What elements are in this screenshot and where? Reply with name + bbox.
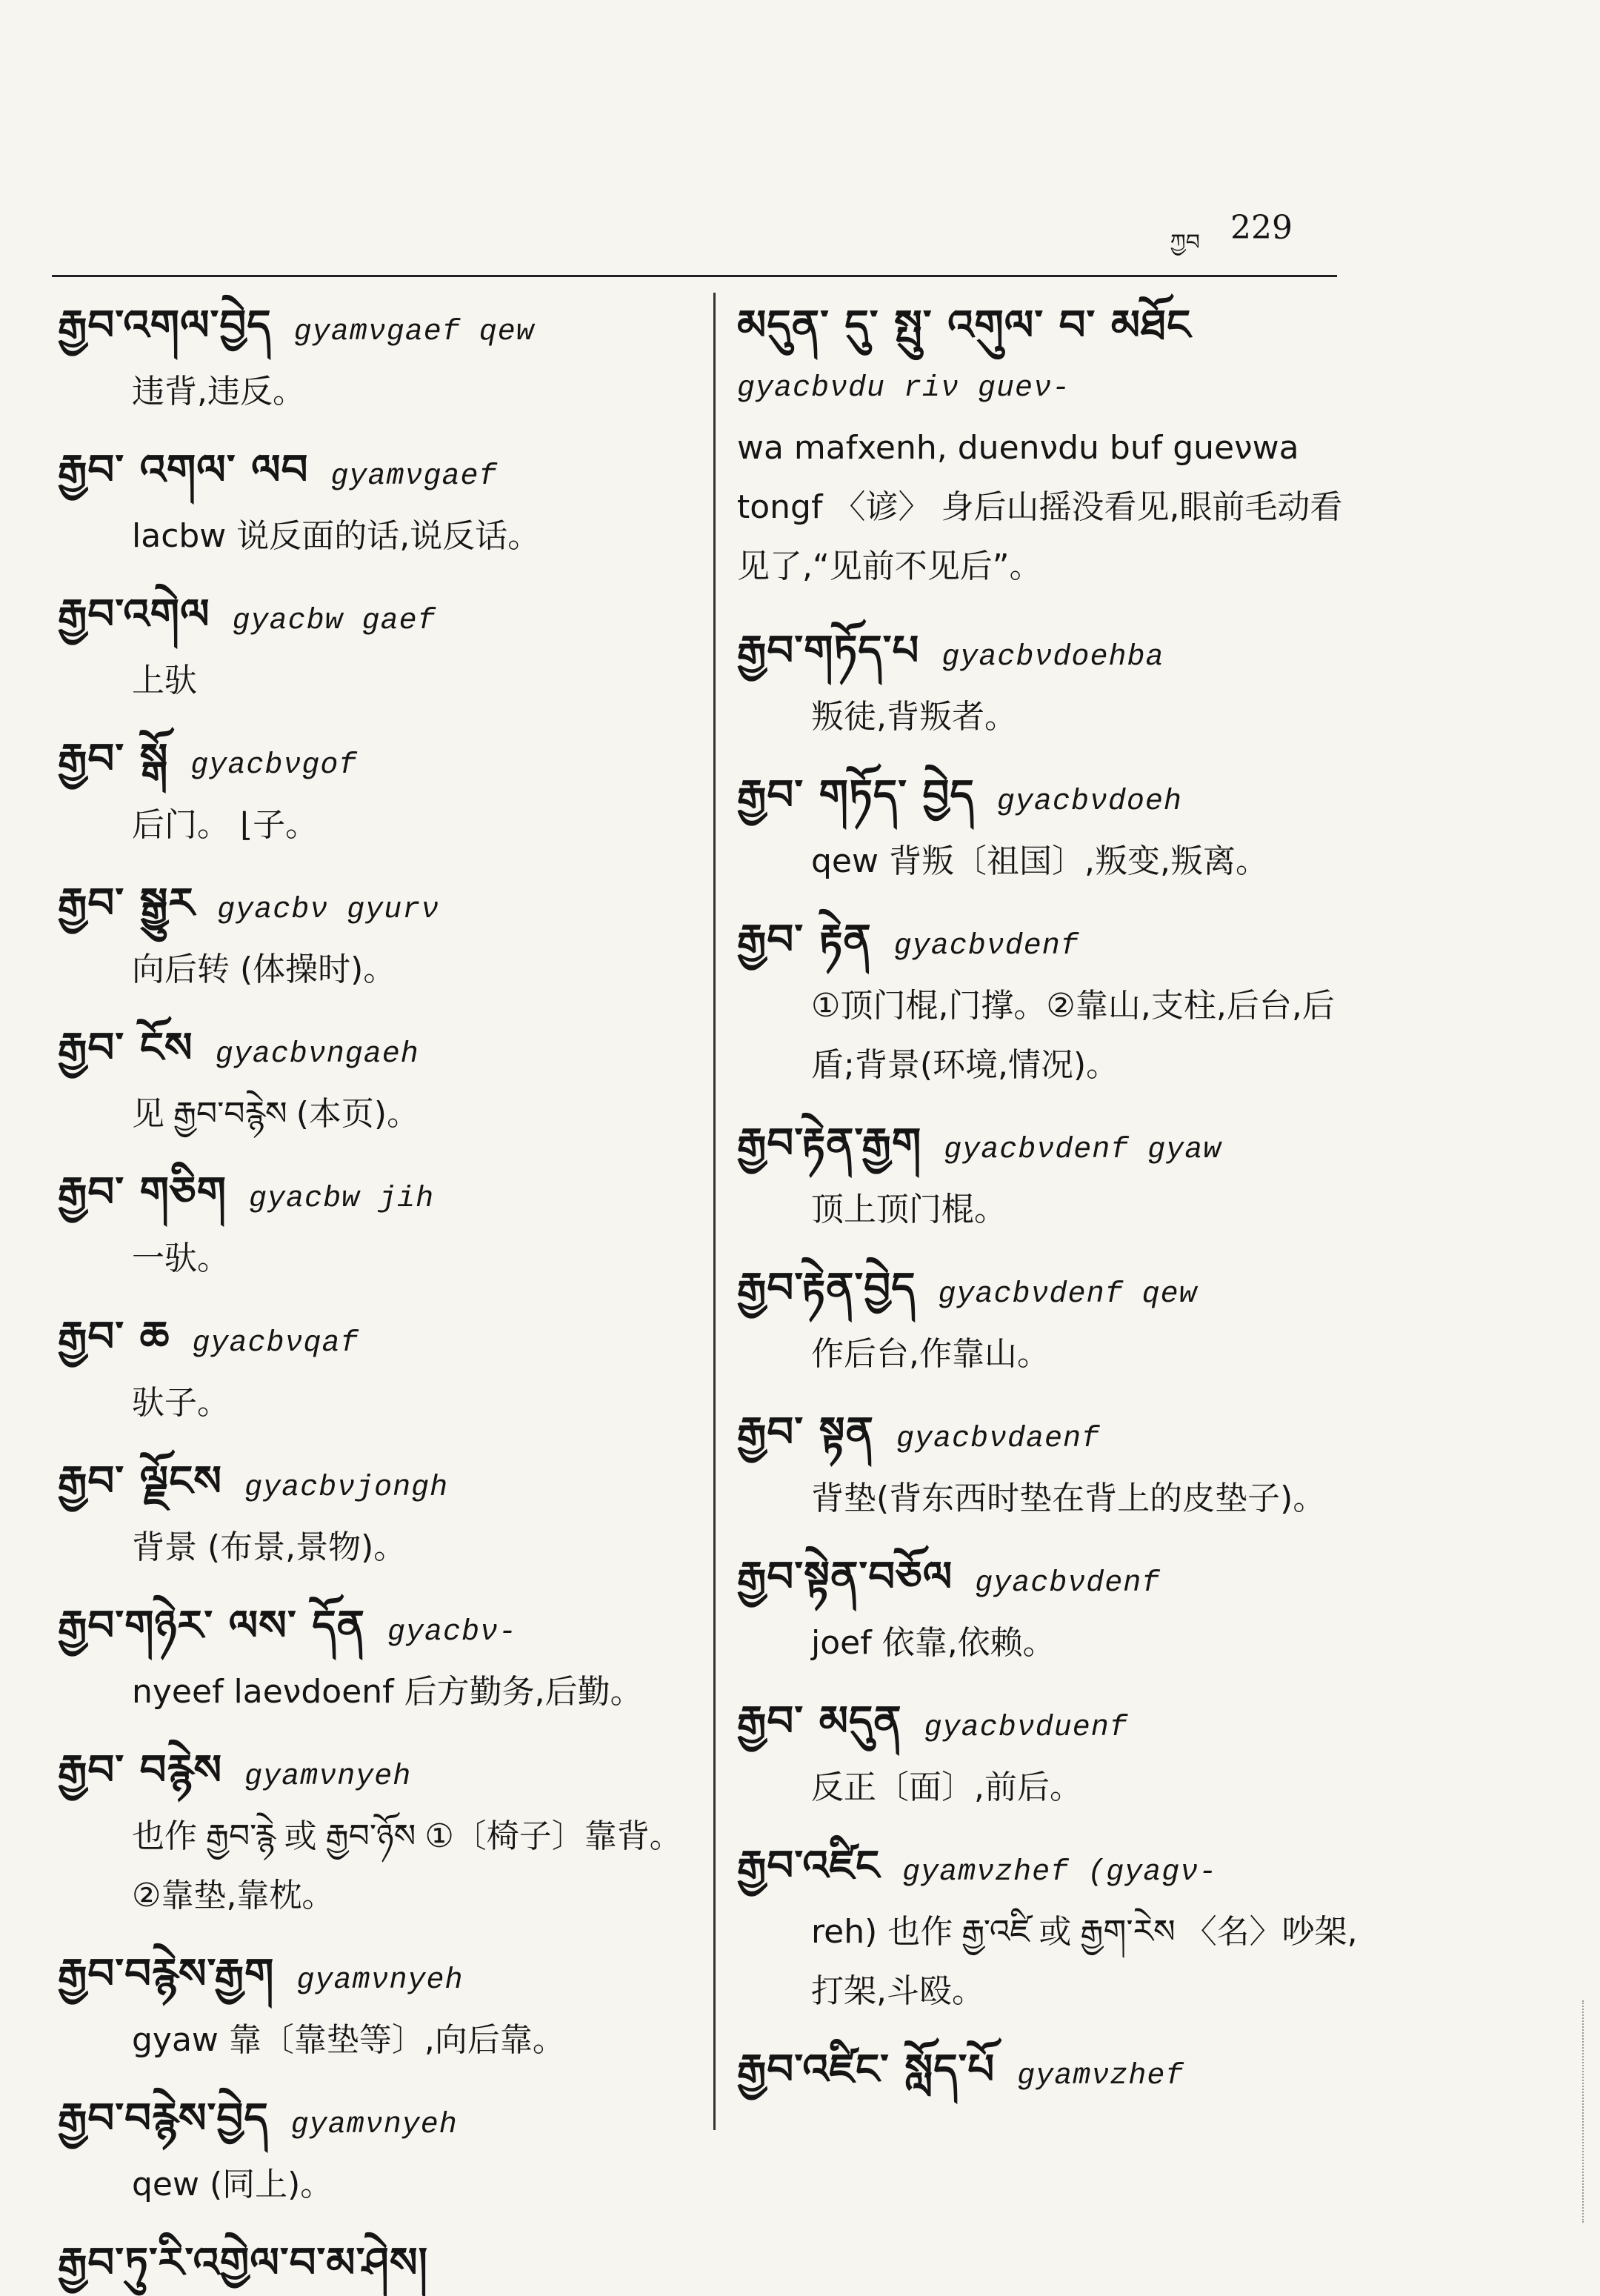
- edge-mark: [1582, 2000, 1585, 2223]
- entry-definition: lacbw 说反面的话,说反话。: [132, 517, 541, 555]
- entry-definition-tail: ①〔椅子〕靠背。②靠垫,靠枕。: [132, 1817, 682, 1914]
- entry-headword: མདུན་ དུ་ སྤུ་ འགུལ་ བ་ མཐོང: [737, 302, 1192, 350]
- dictionary-entry: [58, 2234, 695, 2296]
- cross-reference-tibetan: རྒྱབ་བརྙེས: [173, 1095, 287, 1133]
- entry-body: [132, 1817, 682, 1914]
- entry-body-wrap: [58, 940, 695, 999]
- entry-body: [132, 1095, 419, 1133]
- dictionary-entry: [58, 1945, 695, 2070]
- entry-definition: 见: [132, 1095, 164, 1133]
- entry-romanization: gyacbν-: [387, 1616, 518, 1649]
- entry-definition: qew (同上)。: [132, 2166, 333, 2203]
- entry-connector: 或: [1039, 1913, 1072, 1951]
- entry-headword: རྒྱབ་ རྟེན: [737, 916, 872, 964]
- dictionary-entry: [737, 1259, 1374, 1384]
- entry-definition: joef 依靠,依赖。: [811, 1624, 1056, 1662]
- entry-body-wrap: [737, 1469, 1374, 1528]
- entry-romanization: gyacbνngaeh: [215, 1038, 419, 1071]
- dictionary-entry: [58, 585, 695, 711]
- entry-headword: རྒྱབ་འཛིང་ སློད་པོ: [737, 2046, 996, 2094]
- cross-reference-tibetan: རྒྱབ་ཉོས: [325, 1817, 416, 1855]
- dictionary-entry: [737, 1548, 1374, 1673]
- header-rule: [52, 275, 1337, 277]
- entry-body: [132, 2166, 333, 2203]
- dictionary-entry: [737, 911, 1374, 1095]
- entry-headword: རྒྱབ་ སྒྱུར: [58, 879, 196, 928]
- entry-body-wrap: [58, 651, 695, 711]
- dictionary-entry: [737, 766, 1374, 891]
- entry-body-wrap: [737, 1325, 1374, 1384]
- entry-romanization: gyacbνduenf: [924, 1711, 1128, 1745]
- entry-definition: 顶上顶门棍。: [811, 1191, 1007, 1228]
- entry-body-wrap: [737, 1903, 1374, 2021]
- dictionary-entry: [58, 1163, 695, 1288]
- entry-romanization: gyamνnyeh: [290, 2109, 458, 2142]
- dictionary-entry: [737, 2040, 1374, 2106]
- entry-definition: 违背,违反。: [132, 373, 305, 410]
- entry-headword: རྒྱབ་ སྒོ: [58, 735, 169, 783]
- entry-definition-tail: (本页)。: [296, 1095, 420, 1133]
- entry-headword: རྒྱབ་བརྙེས་རྒྱག: [58, 1950, 275, 1998]
- entry-romanization: gyamνnyeh: [296, 1964, 464, 1997]
- entry-headword: རྒྱབ་ཏུ་རི་འགྱེལ་བ་མ་ཤེས།: [58, 2239, 429, 2287]
- entry-romanization: gyamνzhef (gyagν-: [902, 1856, 1218, 1889]
- entry-body: [811, 1191, 1007, 1228]
- entry-definition: 一驮。: [132, 1239, 230, 1277]
- entry-body: [132, 517, 540, 555]
- entry-headword: རྒྱབ་ གཅིག: [58, 1168, 227, 1217]
- left-column: [58, 296, 695, 2287]
- entry-definition-tail: 〈名〉吵架,打架,斗殴。: [811, 1913, 1358, 2010]
- entry-body-wrap: [58, 1518, 695, 1577]
- dictionary-entry: [58, 730, 695, 855]
- entry-headword: རྒྱབ་སྟེན་བཅོལ: [737, 1553, 953, 1601]
- entry-headword: རྒྱབ་འཛིང: [737, 1842, 881, 1890]
- entry-definition: 向后转 (体操时)。: [132, 951, 396, 988]
- entry-headword: རྒྱབ་རྟེན་བྱེད: [737, 1264, 916, 1312]
- entry-body: [811, 987, 1335, 1084]
- entry-definition: 驮子。: [132, 1384, 230, 1422]
- entry-connector: 或: [284, 1817, 317, 1855]
- entry-headword: རྒྱབ་ འགལ་ ལབ: [58, 446, 309, 494]
- entry-romanization: gyacbw gaef: [232, 605, 436, 638]
- dictionary-entry: [737, 1403, 1374, 1528]
- entry-definition: 也作: [132, 1817, 197, 1855]
- entry-definition: ①顶门棍,门撑。②靠山,支柱,后台,后盾;背景(环境,情况)。: [811, 987, 1335, 1084]
- entry-body-wrap: [58, 1663, 695, 1722]
- cross-reference-tibetan: རྒྱ་འཛི: [961, 1913, 1030, 1951]
- entry-body-wrap: [58, 2155, 695, 2215]
- entry-romanization: gyacbνdenf gyaw: [944, 1134, 1222, 1167]
- entry-headword: རྒྱབ་གཉེར་ ལས་ དོན: [58, 1602, 365, 1650]
- entry-headword: རྒྱབ་ ཆ: [58, 1313, 170, 1361]
- entry-romanization: gyacbνdoehba: [941, 641, 1164, 674]
- entry-definition: 后门。 ⌊子。: [132, 806, 319, 844]
- entry-body: [132, 951, 396, 988]
- entry-body: [132, 2021, 565, 2059]
- dictionary-entry: [737, 1837, 1374, 2021]
- entry-romanization: gyacbνgof: [190, 749, 358, 782]
- dictionary-entry: [737, 622, 1374, 747]
- entry-body: [132, 1384, 230, 1422]
- entry-body: [811, 698, 1017, 736]
- entry-romanization: gyacbw jih: [249, 1182, 435, 1216]
- dictionary-entry: [58, 1308, 695, 1433]
- entry-romanization: gyacbνdoeh: [996, 785, 1182, 819]
- entry-romanization: gyacbνqaf: [192, 1327, 359, 1360]
- entry-headword: རྒྱབ་འགེལ: [58, 590, 210, 639]
- entry-body: [811, 1913, 1358, 2010]
- entry-romanization: gyacbνdenf qew: [938, 1278, 1198, 1311]
- page-number: 229: [1230, 209, 1293, 247]
- entry-headword: རྒྱབ་ བརྙེས: [58, 1746, 223, 1794]
- column-divider: [713, 293, 716, 2130]
- entry-body-wrap: [58, 1807, 695, 1926]
- entry-definition: qew 背叛〔祖国〕,叛变,叛离。: [811, 842, 1268, 880]
- dictionary-entry: [737, 1692, 1374, 1817]
- entry-definition: 上驮: [132, 662, 197, 699]
- dictionary-entry: [58, 441, 695, 566]
- entry-body: [132, 1528, 406, 1566]
- entry-headword: རྒྱབ་གཏོད་པ: [737, 627, 920, 675]
- entry-body-wrap: [737, 688, 1374, 747]
- entry-headword: རྒྱབ་ སྟན: [737, 1408, 874, 1457]
- entry-definition: 叛徒,背叛者。: [811, 698, 1017, 736]
- entry-body-wrap: [58, 362, 695, 422]
- entry-body: [132, 1673, 643, 1711]
- entry-body: [132, 373, 305, 410]
- entry-body-wrap: [737, 1758, 1374, 1817]
- entry-definition: 背垫(背东西时垫在背上的皮垫子)。: [811, 1480, 1326, 1517]
- entry-body: [132, 806, 318, 844]
- right-column: [737, 296, 1374, 2134]
- cross-reference-tibetan: རྒྱག་རེས: [1080, 1913, 1176, 1951]
- entry-romanization: gyacbνdenf: [893, 930, 1079, 963]
- entry-headword: རྒྱབ་ མདུན: [737, 1697, 902, 1746]
- entry-body-wrap: [737, 976, 1374, 1095]
- entry-romanization: gyamνnyeh: [244, 1760, 412, 1794]
- dictionary-entry: [58, 1452, 695, 1577]
- entry-definition: reh) 也作: [811, 1913, 953, 1951]
- entry-headword: རྒྱབ་ ལྗོངས: [58, 1457, 223, 1505]
- entry-definition: 背景 (布景,景物)。: [132, 1528, 407, 1566]
- entry-body: [811, 842, 1268, 880]
- entry-romanization: gyacbνjongh: [244, 1471, 449, 1505]
- dictionary-entry: [58, 296, 695, 422]
- entry-body: [811, 1335, 1050, 1373]
- entry-headword: རྒྱབ་ གཏོད་ བྱེད: [737, 771, 975, 819]
- entry-body: [132, 1239, 230, 1277]
- cross-reference-tibetan: རྒྱབ་རྙེ: [206, 1817, 276, 1855]
- entry-body-wrap: [737, 1614, 1374, 1673]
- entry-romanization: gyacbνdenf: [975, 1567, 1161, 1600]
- dictionary-entry: [58, 1741, 695, 1926]
- dictionary-entry: [737, 296, 1374, 596]
- entry-romanization: gyacbνdaenf: [896, 1422, 1100, 1456]
- entry-definition: nyeef laeνdoenf 后方勤务,后勤。: [132, 1673, 643, 1711]
- entry-body-wrap: [737, 419, 1374, 596]
- entry-body-wrap: [58, 1085, 695, 1144]
- entry-romanization: gyacbνdu riν gueν-: [737, 372, 1071, 405]
- entry-body-wrap: [58, 2011, 695, 2070]
- entry-headword: རྒྱབ་འགལ་བྱེད: [58, 302, 272, 350]
- entry-body: [811, 1768, 1082, 1806]
- entry-headword: རྒྱབ་རྟེན་རྒྱག: [737, 1119, 922, 1168]
- entry-body-wrap: [58, 796, 695, 855]
- entry-romanization: gyacbν gyurν: [217, 894, 440, 927]
- entry-headword: རྒྱབ་བརྙེས་བྱེད: [58, 2094, 269, 2143]
- entry-body-wrap: [58, 1374, 695, 1433]
- entry-definition: wa mafxenh, duenνdu buf gueνwa tongf 〈谚〉 身后山摇没看见,眼前毛动看见了,“见前不见后”。: [737, 429, 1343, 585]
- entry-body-wrap: [737, 832, 1374, 891]
- entry-body-wrap: [58, 1229, 695, 1288]
- guide-word: ཀྱབ: [1170, 230, 1200, 256]
- page-header: [52, 209, 1337, 277]
- entry-romanization: gyamνzhef: [1017, 2060, 1184, 2093]
- entry-definition: 作后台,作靠山。: [811, 1335, 1050, 1373]
- dictionary-entry: [58, 2089, 695, 2215]
- entry-romanization: gyamνgaef qew: [293, 316, 535, 349]
- entry-body: [811, 1624, 1056, 1662]
- dictionary-entry: [58, 1019, 695, 1144]
- dictionary-entry: [737, 1114, 1374, 1239]
- entry-body-wrap: [737, 1180, 1374, 1239]
- dictionary-entry: [58, 1597, 695, 1722]
- entry-body: [737, 429, 1342, 585]
- entry-definition: gyaw 靠〔靠垫等〕,向后靠。: [132, 2021, 565, 2059]
- entry-romanization: gyamνgaef: [330, 460, 498, 493]
- entry-body: [811, 1480, 1325, 1517]
- entry-definition: 反正〔面〕,前后。: [811, 1768, 1082, 1806]
- entry-headword: རྒྱབ་ ངོས: [58, 1024, 193, 1072]
- entry-body-wrap: [58, 507, 695, 566]
- dictionary-entry: [58, 874, 695, 999]
- entry-body: [132, 662, 197, 699]
